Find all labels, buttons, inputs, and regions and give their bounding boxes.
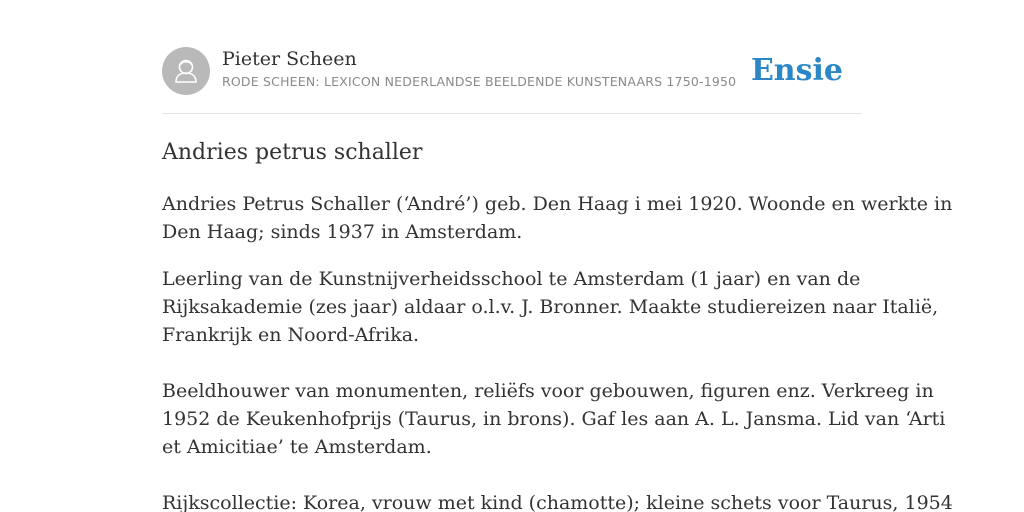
article-header [162,47,862,114]
paragraph-line: Leerling van de Kunstnijverheidsschool te Amsterdam (1 jaar) en van de [162,268,861,290]
article-paragraph-4 [162,489,953,512]
article-title: Andries petrus schaller [162,140,423,165]
paragraph-line: Rijksakademie (zes jaar) aldaar o.l.v. J. Bronner. Maakte studiereizen naar Italië, [162,296,939,318]
author-name-link[interactable]: Pieter Scheen [222,48,357,70]
source-name-link[interactable]: RODE SCHEEN: LEXICON NEDERLANDSE BEELDENDE KUNSTENAARS 1750-1950 [222,74,737,89]
paragraph-line: Frankrijk en Noord-Afrika. [162,324,420,346]
paragraph-line: et Amicitiae’ te Amsterdam. [162,436,432,458]
ensie-logo-link[interactable]: Ensie [750,53,843,88]
article-paragraph-3 [162,377,946,461]
article-paragraph-1 [162,190,953,246]
user-icon [162,47,210,95]
paragraph-line: Beeldhouwer van monumenten, reliëfs voor gebouwen, figuren enz. Verkreeg in [162,380,934,402]
paragraph-line: Rijkscollectie: Korea, vrouw met kind (chamotte); kleine schets voor Taurus, 1954 [162,492,953,512]
paragraph-line: Den Haag; sinds 1937 in Amsterdam. [162,221,523,243]
paragraph-line: Andries Petrus Schaller (‘André’) geb. Den Haag i mei 1920. Woonde en werkte in [162,193,953,215]
article-body [162,136,953,512]
author-avatar[interactable] [162,47,210,95]
paragraph-line: 1952 de Keukenhofprijs (Taurus, in brons). Gaf les aan A. L. Jansma. Lid van ‘Arti [162,408,946,430]
article-paragraph-2 [162,265,939,349]
